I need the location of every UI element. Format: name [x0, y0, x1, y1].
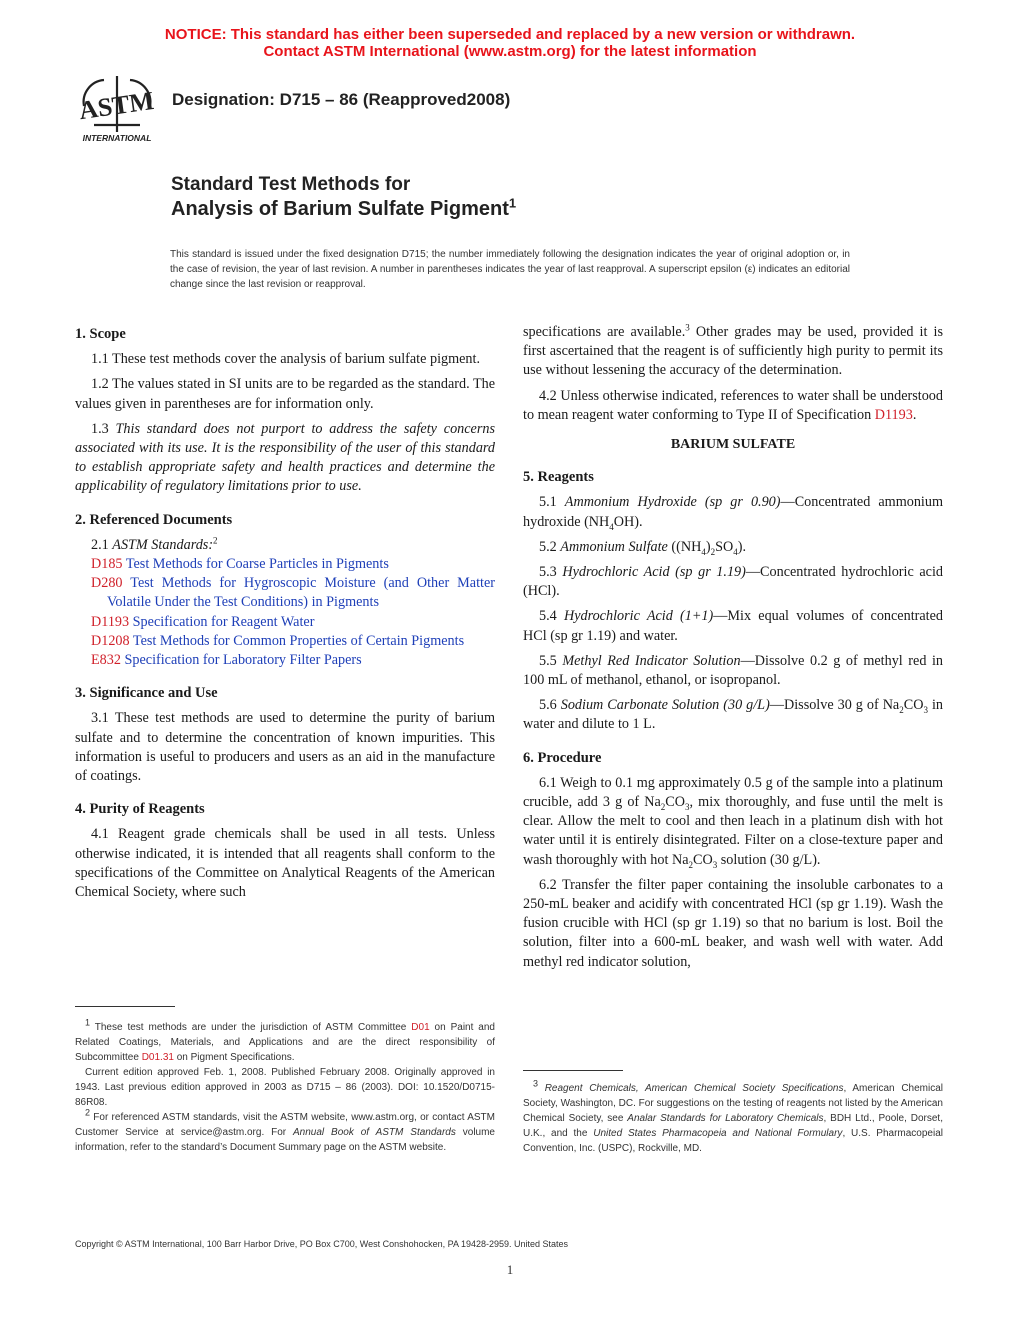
- footnote-text: , U.S. Pharmacopeial Convention, Inc. (USPC), Rockville, MD.: [523, 1128, 943, 1154]
- text: OH).: [613, 513, 643, 530]
- right-column: [523, 323, 943, 978]
- subscript: 2: [660, 801, 666, 812]
- footnote-mark[interactable]: 3: [685, 322, 690, 333]
- text: 6.1 Weigh to 0.1 mg approximately 0.5 g of the sample into a platinum crucible, add 3 g of Na: [523, 774, 943, 811]
- section-heading-purity: 4. Purity of Reagents: [75, 801, 205, 818]
- paragraph-1-3: [75, 420, 495, 497]
- reference-code[interactable]: D1193: [91, 613, 130, 630]
- reference-item[interactable]: [75, 555, 495, 574]
- paragraph-1-2: 1.2 The values stated in SI units are to be regarded as the standard. The values given in parentheses are for information only.: [75, 376, 495, 412]
- paragraph-2-1: [75, 536, 495, 555]
- reagent-name: Ammonium Sulfate: [560, 538, 668, 555]
- footnote-rule-left: [75, 1006, 175, 1007]
- footnote-text: These test methods are under the jurisdiction of ASTM Committee: [90, 1022, 412, 1033]
- reference-title[interactable]: Specification for Laboratory Filter Papers: [120, 652, 362, 669]
- committee-link[interactable]: D01: [411, 1022, 430, 1033]
- safety-statement: This standard does not purport to address the safety concerns associated with its use. It is the responsibility of the user of this standard to establish appropriate safety and health practices and determine the applicability of regulatory limitations prior to use.: [75, 420, 495, 495]
- paragraph-4-1-continued: [523, 323, 943, 381]
- paragraph-number: 5.1: [539, 494, 565, 511]
- footnote-text: on Pigment Specifications.: [173, 1052, 295, 1063]
- reference-code[interactable]: D1208: [91, 632, 130, 649]
- paragraph-6-2: 6.2 Transfer the filter paper containing the insoluble carbonates to a 250-mL beaker and acidify with concentrated HCl (sp gr 1.19). Wash the fusion crucible with HCl (sp gr 1.19) so that no barium is lost. Boil the solution, filter into a 600-mL beaker, and wash well with water. Add methyl red indicator solution,: [523, 876, 943, 970]
- text: CO: [903, 697, 924, 714]
- paragraph-number: 5.5: [539, 652, 563, 669]
- paragraph-5-2: [523, 538, 943, 557]
- reference-item[interactable]: [75, 613, 495, 632]
- d1193-link[interactable]: D1193: [874, 406, 913, 423]
- section-heading-scope: 1. Scope: [75, 326, 126, 342]
- reagent-name: Hydrochloric Acid (1+1): [563, 608, 714, 625]
- astm-logo: [74, 70, 160, 144]
- reagent-name: Sodium Carbonate Solution (30 g/L): [560, 697, 770, 714]
- reference-item[interactable]: [75, 632, 495, 651]
- footnote-text: on Paint and Related Coatings, Materials, and Applications and are the direct responsibility of Subcommittee: [75, 1022, 495, 1063]
- page-number: 1: [506, 1262, 514, 1277]
- footnote-mark: 3: [533, 1078, 539, 1089]
- paragraph-number: 5.2: [539, 538, 561, 555]
- left-column: [75, 323, 495, 908]
- title-footnote-mark[interactable]: 1: [508, 195, 517, 211]
- subscript: 2: [899, 705, 904, 716]
- footnote-2: [75, 1107, 495, 1155]
- paragraph-1-1: 1.1 These test methods cover the analysis of barium sulfate pigment.: [91, 351, 481, 368]
- paragraph-6-1: [523, 774, 943, 870]
- text: 4.2 Unless otherwise indicated, references to water shall be understood to mean reagent water conforming to Type II of Specification: [523, 387, 943, 423]
- section-heading-referenced-documents: 2. Referenced Documents: [75, 511, 233, 528]
- footnote-mark: 1: [85, 1017, 91, 1028]
- footnote-text: , BDH Ltd., Poole, Dorset, U.K., and the: [523, 1113, 943, 1139]
- subscript: 4: [701, 546, 706, 557]
- text: , mix thoroughly, and fuse until the melt is clear. Allow the melt to cool and then leach in a platinum dish with hot water until it is entirely disintegrated. Filter on a close-texture paper and wash thoroughly with hot Na: [523, 794, 943, 868]
- subcommittee-link[interactable]: D01.31: [141, 1052, 174, 1063]
- astm-standards-label: ASTM Standards:: [112, 536, 214, 553]
- subscript: 3: [685, 801, 690, 812]
- reference-item[interactable]: [75, 574, 495, 612]
- text: —Dissolve 30 g of Na: [769, 697, 900, 714]
- footnote-mark[interactable]: 2: [213, 535, 218, 546]
- paragraph-5-6: [523, 696, 943, 734]
- paragraph-5-5: [523, 652, 943, 690]
- paragraph-number: 1.3: [91, 420, 116, 437]
- notice-line-2: Contact ASTM International (www.astm.org) for the latest information: [263, 43, 757, 60]
- text: ).: [737, 538, 747, 555]
- text: —Dissolve 0.2 g of methyl red in 100 mL of methanol, ethanol, or isopropanol.: [523, 652, 944, 689]
- section-heading-significance: 3. Significance and Use: [75, 685, 218, 702]
- reference-list: [75, 555, 495, 670]
- footnote-italic: Annual Book of ASTM Standards: [293, 1127, 456, 1138]
- text: —Concentrated hydrochloric acid (HCl).: [523, 564, 943, 600]
- reference-title[interactable]: Specification for Reagent Water: [129, 613, 315, 630]
- logo-label: INTERNATIONAL: [82, 133, 152, 143]
- footnote-text: For referenced ASTM standards, visit the ASTM website, www.astm.org, or contact ASTM Customer Service at service@astm.org. For: [75, 1112, 495, 1138]
- footnote-italic: Analar Standards for Laboratory Chemicals: [627, 1113, 824, 1124]
- section-heading-reagents: 5. Reagents: [523, 469, 594, 486]
- intro-paragraph: This standard is issued under the fixed designation D715; the number immediately following the designation indicates the year of original adoption or, in the case of revision, the year of last revision. A number in parentheses indicates the year of last reapproval. A superscript epsilon (ε) indicates an editorial change since the last revision or reapproval.: [170, 249, 850, 290]
- footnote-text: volume information, refer to the standard’s Document Summary page on the ASTM website.: [75, 1127, 495, 1153]
- paragraph-5-4: [523, 607, 943, 645]
- text: —Mix equal volumes of concentrated HCl (sp gr 1.19) and water.: [523, 608, 943, 644]
- subscript: 4: [609, 521, 614, 532]
- barium-sulfate-heading: BARIUM SULFATE: [670, 437, 796, 453]
- reference-title[interactable]: Test Methods for Coarse Particles in Pigments: [122, 556, 389, 573]
- reagent-name: Ammonium Hydroxide (sp gr 0.90): [564, 494, 781, 511]
- designation: Designation: D715 – 86 (Reapproved2008): [172, 90, 511, 109]
- footnotes-left: [75, 1017, 495, 1155]
- title-line-1: Standard Test Methods for: [171, 174, 411, 195]
- subscript: 2: [710, 546, 716, 557]
- footnote-italic: United States Pharmacopeia and National Formulary: [593, 1128, 843, 1139]
- reference-code[interactable]: D185: [91, 556, 123, 573]
- withdrawal-notice: [0, 26, 1020, 60]
- text: ((NH: [667, 538, 702, 555]
- text: specifications are available.: [523, 324, 686, 340]
- footnote-1-edition: Current edition approved Feb. 1, 2008. Published February 2008. Originally approved in 1943. Last previous edition approved in 2003 as D715 – 86 (2003). DOI: 10.1520/D0715-86R08.: [75, 1067, 495, 1108]
- notice-line-1: NOTICE: This standard has either been superseded and replaced by a new version or withdrawn.: [164, 26, 856, 43]
- subscript: 4: [733, 546, 738, 557]
- subscript: 2: [688, 859, 694, 870]
- paragraph-3-1: 3.1 These test methods are used to determine the purity of barium sulfate and to determine the concentration of known impurities. This information is useful to producers and users as an aid in the manufacture of coatings.: [75, 710, 495, 785]
- text: Other grades may be used, provided it is first ascertained that the reagent is of sufficiently high purity to permit its use without lessening the accuracy of the determination.: [523, 324, 943, 379]
- reference-item[interactable]: [75, 651, 495, 670]
- footnote-text: , American Chemical Society, Washington, DC. For suggestions on the testing of reagents not listed by the American Chemical Society, see: [523, 1083, 943, 1124]
- reagent-name: Methyl Red Indicator Solution: [562, 652, 741, 669]
- footnote-3: [523, 1078, 943, 1156]
- reagent-name: Hydrochloric Acid (sp gr 1.19): [562, 564, 746, 581]
- paragraph-4-2: [523, 387, 943, 425]
- text: solution (30 g/L).: [717, 851, 821, 868]
- reference-title[interactable]: Test Methods for Hygroscopic Moisture (and Other Matter Volatile Under the Test Conditions) in Pigments: [107, 575, 495, 611]
- title-line-2: [171, 195, 517, 221]
- reference-code[interactable]: D280: [91, 575, 123, 592]
- text: CO: [693, 851, 713, 868]
- paragraph-5-1: [523, 493, 943, 531]
- reference-title[interactable]: Test Methods for Common Properties of Certain Pigments: [129, 632, 465, 649]
- subscript: 3: [923, 705, 928, 716]
- title-text: Analysis of Barium Sulfate Pigment: [171, 198, 509, 220]
- footnote-mark: 2: [85, 1107, 91, 1118]
- copyright-line: Copyright © ASTM International, 100 Barr Harbor Drive, PO Box C700, West Conshohocken, PA 19428-2959. United States: [75, 1239, 569, 1249]
- logo-letters: ASTM: [77, 85, 156, 126]
- reference-code[interactable]: E832: [91, 652, 121, 669]
- paragraph-number: 5.4: [539, 608, 564, 625]
- text: ): [705, 538, 711, 555]
- paragraph-5-3: [523, 563, 943, 601]
- paragraph-number: 2.1: [91, 536, 113, 553]
- subscript: 3: [712, 859, 718, 870]
- text: —Concentrated ammonium hydroxide (NH: [523, 494, 944, 530]
- text: SO: [715, 538, 734, 555]
- footnotes-right: [523, 1078, 943, 1156]
- footnote-italic: Reagent Chemicals, American Chemical Society Specifications: [538, 1083, 844, 1094]
- text: .: [912, 406, 917, 423]
- footnote-rule-right: [523, 1070, 623, 1071]
- paragraph-number: 5.3: [539, 564, 563, 581]
- section-heading-procedure: 6. Procedure: [523, 749, 602, 766]
- text: in water and dilute to 1 L.: [523, 697, 943, 733]
- text: CO: [665, 794, 686, 811]
- footnote-1: [75, 1017, 495, 1065]
- paragraph-number: 5.6: [539, 697, 561, 714]
- paragraph-4-1: 4.1 Reagent grade chemicals shall be used in all tests. Unless otherwise indicated, it is intended that all reagents shall conform to the specifications of the Committee on Analytical Reagents of the American Chemical Society, where such: [75, 826, 495, 901]
